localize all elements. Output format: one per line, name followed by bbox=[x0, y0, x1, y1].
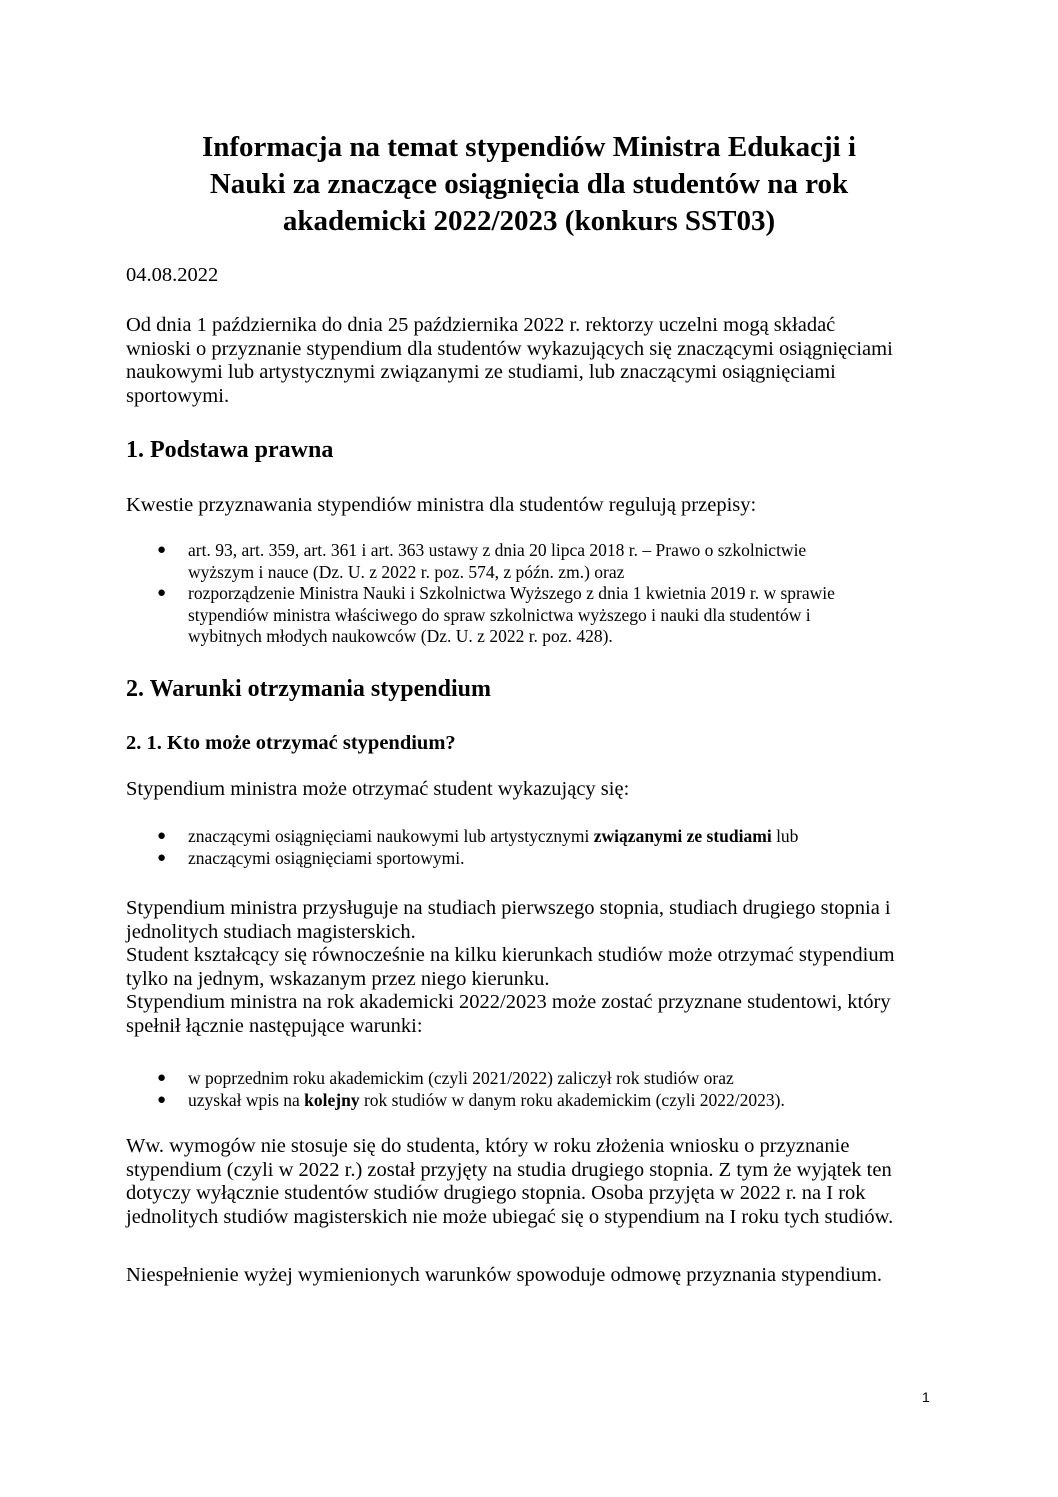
list-item: ● rozporządzenie Ministra Nauki i Szkolnictwa Wyższego z dnia 1 kwietnia 2019 r. w sprawie stypendiów ministra właściwego do spraw szkolnictwa wyższego i nauki dla studentów i wybitnych młodych naukowców (Dz. U. z 2022 r. poz. 428). bbox=[157, 583, 835, 646]
list-item: ● art. 93, art. 359, art. 361 i art. 363 ustawy z dnia 20 lipca 2018 r. – Prawo o szkolnictwie wyższym i nauce (Dz. U. z 2022 r. poz. 574, z późn. zm.) oraz bbox=[157, 540, 807, 582]
section-2-lead: Stypendium ministra może otrzymać student wykazujący się: bbox=[126, 778, 630, 800]
section-1-heading: 1. Podstawa prawna bbox=[126, 437, 334, 463]
document-title bbox=[100, 129, 958, 240]
intro-line: sportowymi. bbox=[126, 384, 230, 407]
title-line: Nauki za znaczące osiągnięcia dla studentów na rok bbox=[209, 168, 849, 200]
conditions-list bbox=[126, 1068, 785, 1111]
page-number: 1 bbox=[922, 1389, 930, 1405]
intro-line: wnioski o przyznanie stypendium dla studentów wykazujących się znaczącymi osiągnięciami bbox=[126, 337, 893, 360]
eligibility-paragraph: Stypendium ministra przysługuje na studiach pierwszego stopnia, studiach drugiego stopnia i jednolitych studiach magisterskich. Student kształcący się równocześnie na kilku kierunkach studiów może otrzymać stypendium tylko na jednym, wskazanym przez niego kierunku. Stypendium ministra na rok akademicki 2022/2023 może zostać przyznane studentowi, który spełnił łącznie następujące warunki: bbox=[126, 897, 895, 1037]
closing-paragraph: Niespełnienie wyżej wymienionych warunków spowoduje odmowę przyznania stypendium. bbox=[126, 1264, 883, 1286]
bullet-icon: ● bbox=[157, 542, 167, 558]
list-item: ● uzyskał wpis na kolejny rok studiów w danym roku akademickim (czyli 2022/2023). bbox=[157, 1089, 785, 1110]
section-2-heading: 2. Warunki otrzymania stypendium bbox=[126, 676, 491, 702]
title-line: akademicki 2022/2023 (konkurs SST03) bbox=[282, 205, 776, 237]
intro-line: naukowymi lub artystycznymi związanymi ze studiami, lub znaczącymi osiągnięciami bbox=[126, 361, 836, 383]
title-line: Informacja na temat stypendiów Ministra Edukacji i bbox=[201, 131, 857, 163]
bullet-icon: ● bbox=[157, 849, 167, 866]
section-1-lead: Kwestie przyznawania stypendiów ministra dla studentów regulują przepisy: bbox=[126, 494, 757, 516]
list-item: ● w poprzednim roku akademickim (czyli 2021/2022) zaliczył rok studiów oraz bbox=[157, 1068, 734, 1088]
exception-paragraph: Ww. wymogów nie stosuje się do studenta, który w roku złożenia wniosku o przyznanie stypendium (czyli w 2022 r.) został przyjęty na studia drugiego stopnia. Z tym że wyjątek ten dotyczy wyłącznie studentów studiów drugiego stopnia. Osoba przyjęta w 2022 r. na I rok jednolitych studiów magisterskich nie może ubiegać się o stypendium na I roku tych studiów. bbox=[126, 1135, 894, 1228]
bullet-icon: ● bbox=[157, 828, 167, 844]
section-2-1-heading: 2. 1. Kto może otrzymać stypendium? bbox=[126, 732, 456, 754]
list-item: ● znaczącymi osiągnięciami sportowymi. bbox=[157, 847, 465, 868]
document-date: 04.08.2022 bbox=[126, 264, 219, 286]
achievements-list bbox=[126, 826, 798, 869]
bullet-icon: ● bbox=[157, 585, 167, 601]
intro-line: Od dnia 1 października do dnia 25 października 2022 r. rektorzy uczelni mogą składać bbox=[126, 314, 836, 336]
list-item: ● znaczącymi osiągnięciami naukowymi lub artystycznymi związanymi ze studiami lub bbox=[157, 826, 799, 846]
intro-paragraph bbox=[126, 314, 893, 408]
bullet-icon: ● bbox=[157, 1091, 167, 1108]
legal-basis-list bbox=[126, 540, 835, 648]
bullet-icon: ● bbox=[157, 1070, 167, 1086]
